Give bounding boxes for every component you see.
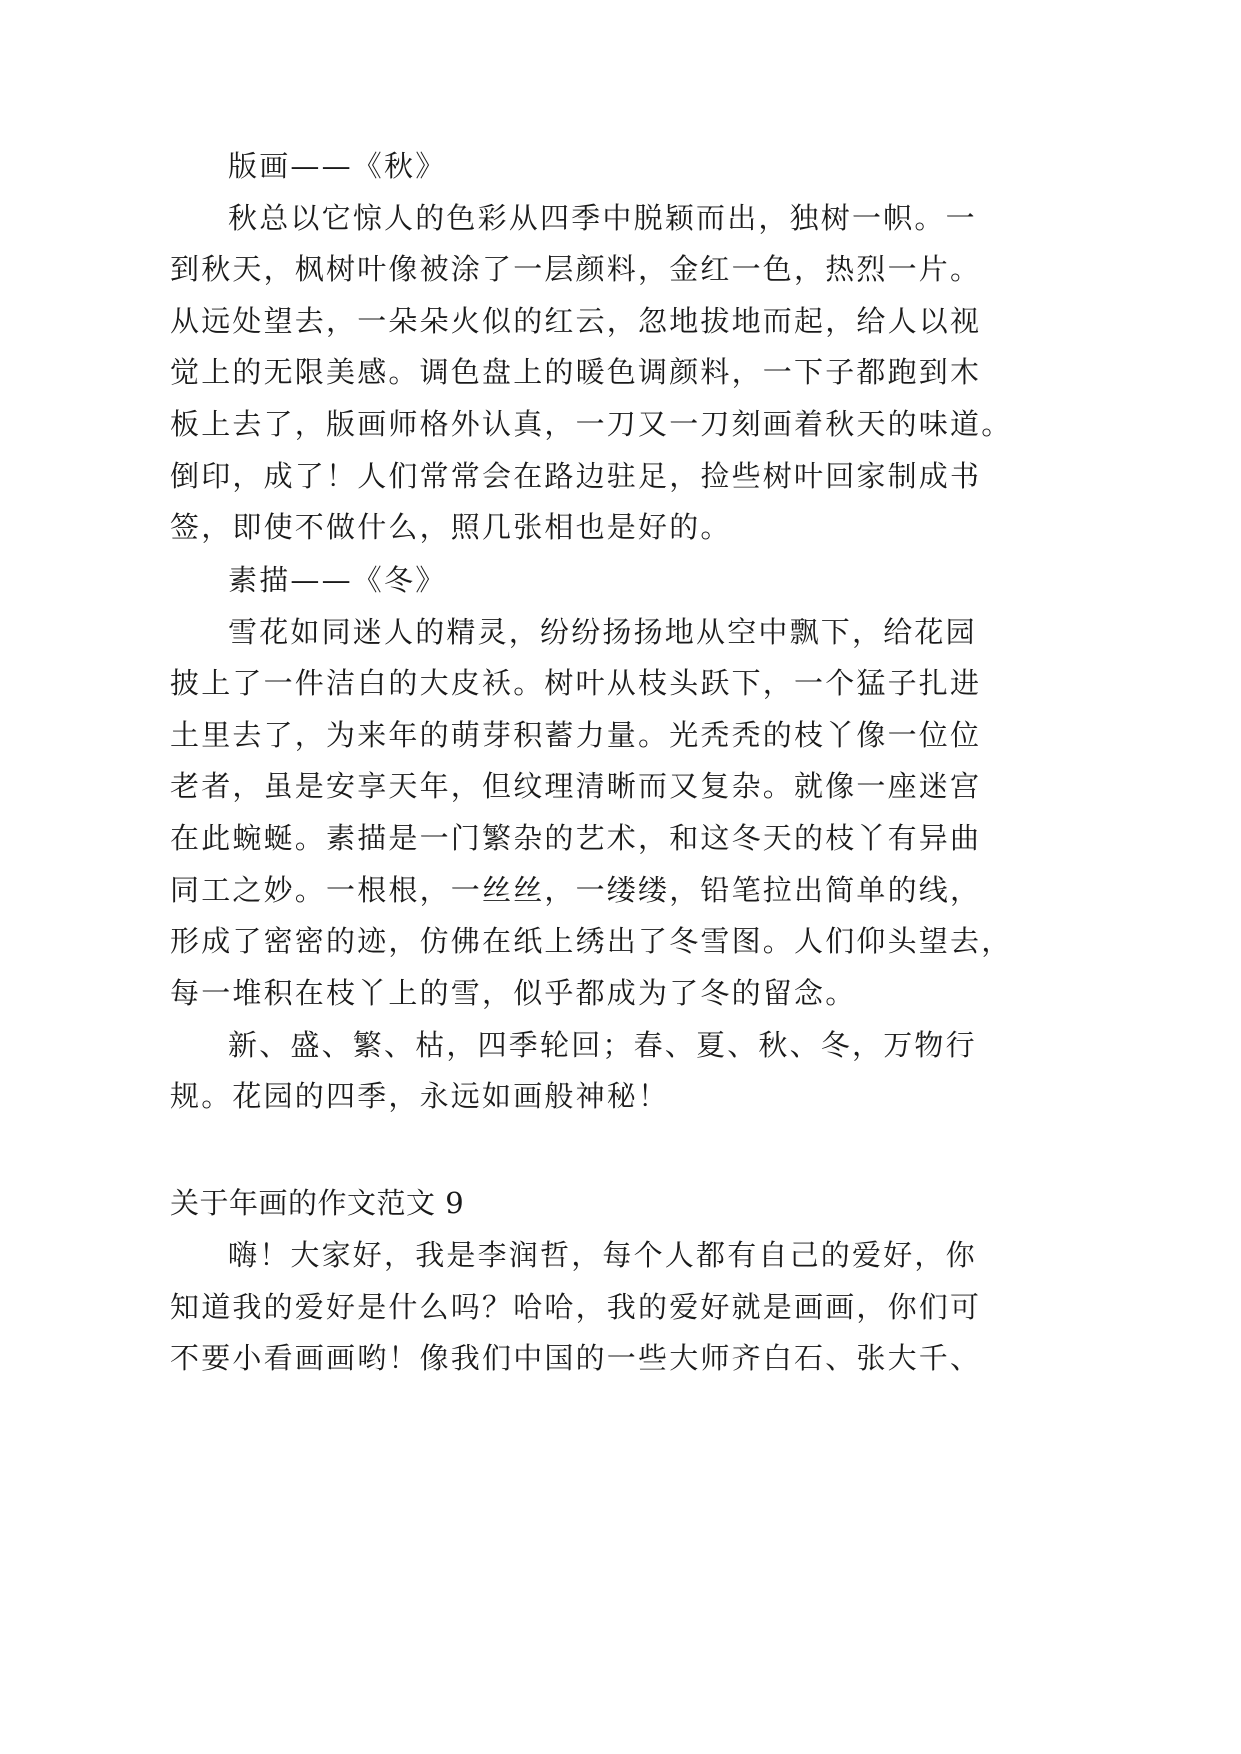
section-heading-autumn: 版画——《秋》 (228, 149, 447, 183)
paragraph-line: 知道我的爱好是什么吗？哈哈，我的爱好就是画画，你们可 (170, 1290, 982, 1324)
paragraph-line: 不要小看画画哟！像我们中国的一些大师齐白石、张大千、 (170, 1341, 982, 1375)
paragraph-line: 从远处望去，一朵朵火似的红云，忽地拔地而起，给人以视 (170, 304, 982, 338)
paragraph-line: 在此蜿蜒。素描是一门繁杂的艺术，和这冬天的枝丫有异曲 (170, 821, 982, 855)
paragraph-line: 板上去了，版画师格外认真，一刀又一刀刻画着秋天的味道。 (170, 407, 1013, 441)
paragraph-line: 雪花如同迷人的精灵，纷纷扬扬地从空中飘下，给花园 (228, 615, 977, 649)
paragraph-line: 倒印，成了！人们常常会在路边驻足，捡些树叶回家制成书 (170, 459, 982, 493)
paragraph-line: 觉上的无限美感。调色盘上的暖色调颜料，一下子都跑到木 (170, 355, 982, 389)
paragraph-line: 嗨！大家好，我是李润哲，每个人都有自己的爱好，你 (228, 1238, 977, 1272)
paragraph-line: 每一堆积在枝丫上的雪，似乎都成为了冬的留念。 (170, 976, 857, 1010)
paragraph-line: 到秋天，枫树叶像被涂了一层颜料，金红一色，热烈一片。 (170, 252, 982, 286)
paragraph-line: 秋总以它惊人的色彩从四季中脱颖而出，独树一帜。一 (228, 201, 977, 235)
section-heading-winter: 素描——《冬》 (228, 563, 447, 597)
paragraph-line: 签，即使不做什么，照几张相也是好的。 (170, 510, 732, 544)
paragraph-line: 老者，虽是安享天年，但纹理清晰而又复杂。就像一座迷宫 (170, 769, 982, 803)
paragraph-line: 规。花园的四季，永远如画般神秘！ (170, 1079, 670, 1113)
paragraph-line: 形成了密密的迹，仿佛在纸上绣出了冬雪图。人们仰头望去， (170, 924, 1013, 958)
paragraph-line: 新、盛、繁、枯，四季轮回；春、夏、秋、冬，万物行 (228, 1028, 977, 1062)
paragraph-line: 土里去了，为来年的萌芽积蓄力量。光秃秃的枝丫像一位位 (170, 718, 982, 752)
paragraph-line: 同工之妙。一根根，一丝丝，一缕缕，铅笔拉出简单的线， (170, 873, 982, 907)
essay-title: 关于年画的作文范文 9 (170, 1186, 465, 1220)
paragraph-line: 披上了一件洁白的大皮袄。树叶从枝头跃下，一个猛子扎进 (170, 666, 982, 700)
